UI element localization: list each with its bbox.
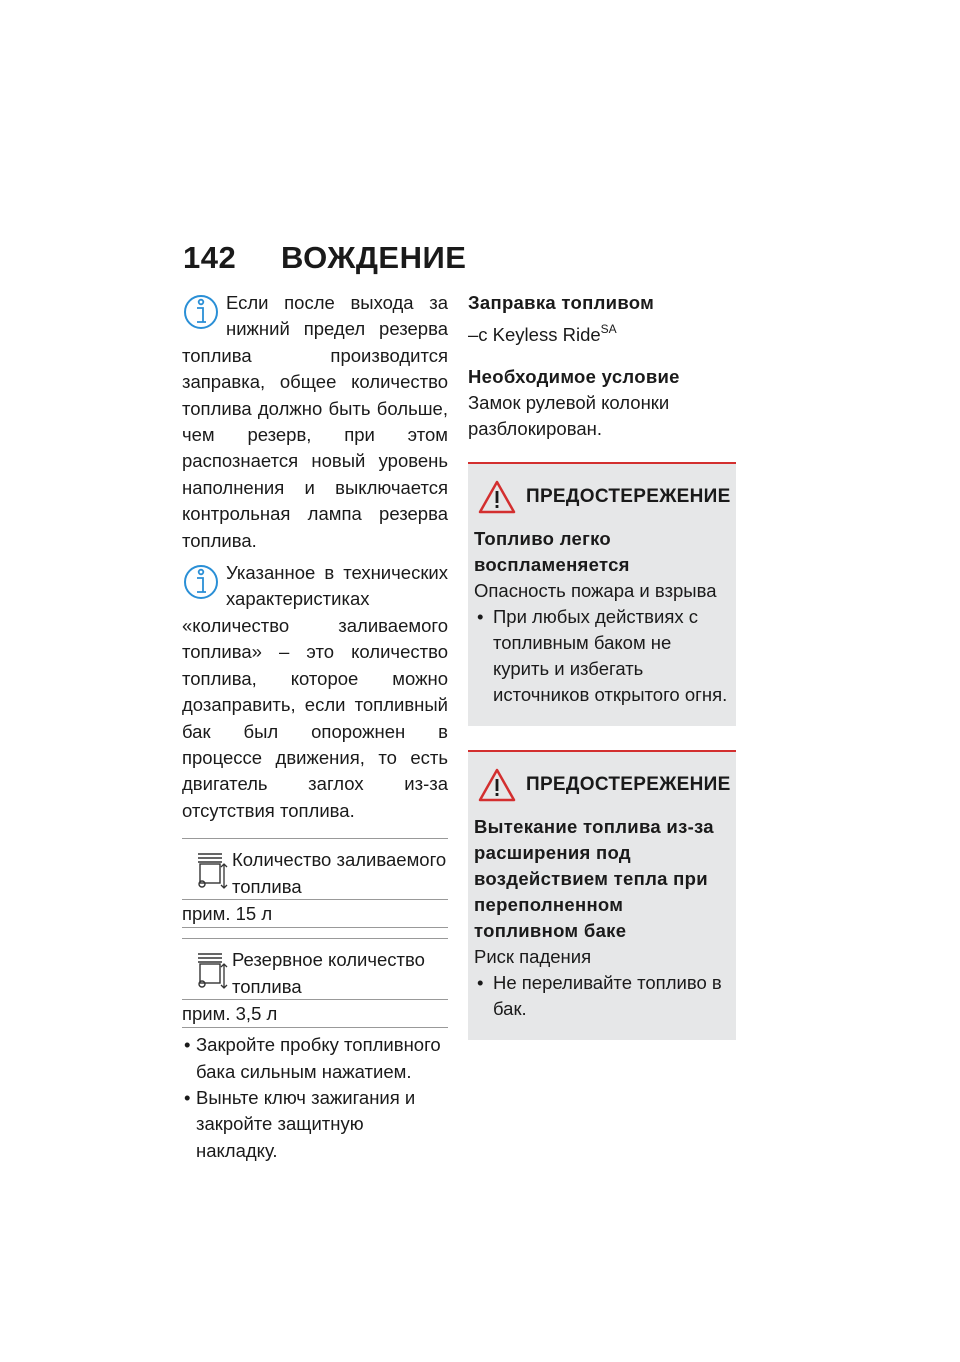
info-icon bbox=[182, 290, 224, 338]
list-item: • Выньте ключ зажигания и закройте защитную накладку. bbox=[184, 1086, 416, 1161]
section-heading: Заправка топливом bbox=[468, 292, 655, 313]
section-title: ВОЖДЕНИЕ bbox=[281, 240, 467, 275]
spec-value: прим. 15 л bbox=[182, 900, 448, 928]
fuel-tank-icon bbox=[196, 851, 230, 891]
warning-box bbox=[468, 750, 736, 1040]
warning-label: ПРЕДОСТЕРЕЖЕНИЕ bbox=[526, 486, 731, 507]
page-number: 142 bbox=[183, 240, 237, 275]
warning-risk: Опасность пожара и взрыва bbox=[474, 580, 717, 601]
fuel-tank-icon bbox=[196, 951, 230, 991]
info-note-text: Если после выхода за нижний предел резерва топлива производится заправка, общее количество топлива должно быть больше, чем резерв, при этом распознается новый уровень наполнения и выключается контрольная лампа резерва топлива. bbox=[182, 292, 448, 551]
spec-table-reserve bbox=[182, 938, 448, 1028]
instruction-list bbox=[182, 1032, 448, 1164]
warning-header bbox=[474, 478, 731, 518]
spec-title: Количество заливаемого топлива bbox=[232, 849, 447, 897]
warning-header bbox=[474, 766, 731, 806]
warning-triangle-icon bbox=[478, 480, 516, 514]
page-header bbox=[183, 240, 466, 276]
warning-risk: Риск падения bbox=[474, 946, 592, 967]
spec-header bbox=[182, 839, 448, 900]
left-column bbox=[182, 290, 448, 1164]
right-column bbox=[468, 290, 736, 1040]
condition-text: Замок рулевой колонки разблокирован. bbox=[468, 392, 670, 439]
info-note bbox=[182, 560, 448, 824]
condition-heading: Необходимое условие bbox=[468, 366, 680, 387]
section-subtitle: –с Keyless Ride$^{SA}$ bbox=[468, 322, 617, 345]
spec-table-fuel-capacity bbox=[182, 838, 448, 928]
warning-box bbox=[468, 462, 736, 726]
warning-label: ПРЕДОСТЕРЕЖЕНИЕ bbox=[526, 774, 731, 795]
list-item: • Закройте пробку топливного бака сильным нажатием. bbox=[184, 1034, 441, 1082]
list-item: • Не переливайте топливо в бак. bbox=[477, 972, 722, 1019]
spec-header bbox=[182, 939, 448, 1000]
warning-triangle-icon bbox=[478, 768, 516, 802]
warning-heading: Топливо легко воспламеняется bbox=[474, 528, 630, 575]
info-note bbox=[182, 290, 448, 554]
warning-heading: Вытекание топлива из-за расширения под воздействием тепла при переполненном топливном баке bbox=[474, 816, 714, 941]
list-item: • При любых действиях с топливным баком не курить и избегать источников открытого огня. bbox=[477, 606, 728, 705]
info-icon bbox=[182, 560, 224, 608]
info-note-text: Указанное в технических характеристиках «количество заливаемого топлива» – это количество топлива, которое можно дозаправить, если топливный бак был опорожнен в процессе движения, то есть двигатель заглох из-за отсутствия топлива. bbox=[182, 562, 448, 821]
spec-title: Резервное количество топлива bbox=[232, 949, 425, 997]
spec-value: прим. 3,5 л bbox=[182, 1000, 448, 1028]
